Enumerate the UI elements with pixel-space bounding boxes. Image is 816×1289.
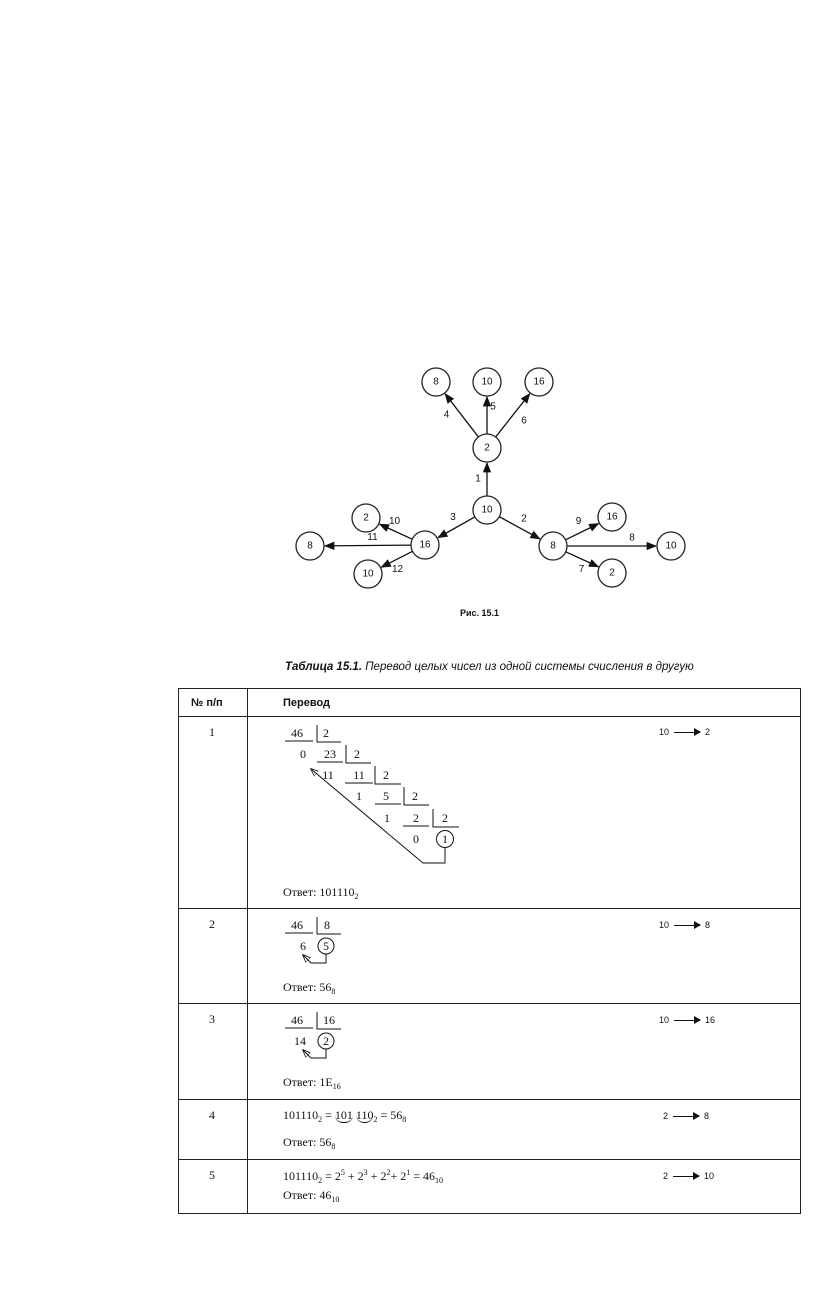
table-row-divider: [179, 908, 800, 909]
header-conversion: Перевод: [283, 697, 331, 709]
division-number: 5: [323, 939, 329, 953]
expr-part: 101110: [283, 1169, 319, 1183]
base-to: 10: [704, 1171, 715, 1181]
figure-caption: Рис. 15.1: [460, 608, 500, 618]
table-column-divider: [247, 689, 248, 1213]
answer-base: 10: [331, 1195, 340, 1204]
division-number: 2: [412, 789, 418, 803]
base-to: 8: [704, 1111, 710, 1121]
header-number: № п/п: [191, 697, 223, 709]
row-answer: [283, 1075, 341, 1091]
division-number: 8: [324, 918, 330, 932]
expr-sub: 10: [435, 1176, 444, 1185]
diagram-node-right-10: [657, 532, 685, 560]
division-number: 2: [413, 811, 419, 825]
division-number: 2: [442, 811, 448, 825]
division-number: 1: [356, 789, 362, 803]
division-number: 1: [384, 811, 390, 825]
diagram-node-label: 16: [606, 511, 618, 523]
division-number: 2: [354, 747, 360, 761]
expr-group: 110: [355, 1108, 374, 1122]
row-number: 4: [209, 1108, 215, 1122]
expr-sup: 5: [340, 1168, 345, 1177]
diagram-edge-label: 8: [629, 532, 635, 544]
diagram-node-top-16: [525, 368, 553, 396]
diagram-node-top-8: [422, 368, 450, 396]
division-number: 16: [323, 1013, 335, 1027]
row-number: 3: [209, 1012, 215, 1026]
positional-expansion: [283, 1168, 443, 1185]
table-caption: [285, 661, 694, 673]
table-row-divider: [179, 1003, 800, 1004]
diagram-edge-label: 6: [521, 415, 527, 427]
diagram-node-mid-2: [473, 434, 501, 462]
division-number: 11: [353, 768, 365, 782]
diagram-node-left-2: [352, 504, 380, 532]
diagram-node-label: 10: [481, 504, 493, 516]
expr-part: 101110: [283, 1108, 319, 1122]
diagram-edge-arrow: [438, 517, 475, 538]
row-number: 5: [209, 1168, 215, 1182]
expr-part: + 2: [390, 1169, 407, 1183]
arrow-right-icon: [674, 1020, 700, 1021]
diagram-node-label: 16: [533, 376, 545, 388]
table-row-divider: [179, 1099, 800, 1100]
diagram-node-label: 8: [433, 376, 439, 388]
diagram-node-center-10: [473, 496, 501, 524]
diagram-node-left-8: [296, 532, 324, 560]
answer-base: 16: [332, 1082, 341, 1091]
expr-part: 56: [390, 1108, 403, 1122]
expr-part: =: [322, 1108, 335, 1122]
answer-label: Ответ:: [283, 1075, 320, 1089]
expr-part: = 46: [410, 1169, 436, 1183]
division-number: 14: [294, 1034, 306, 1048]
diagram-edge-label: 12: [391, 564, 404, 575]
expr-sup: 2: [386, 1168, 391, 1177]
table-row-divider: [179, 1159, 800, 1160]
division-number: 46: [291, 726, 303, 740]
row-answer: [283, 885, 359, 901]
diagram-node-label: 16: [419, 539, 431, 551]
arrow-right-icon: [673, 1116, 699, 1117]
row-answer: [283, 980, 335, 996]
diagram-node-label: 10: [362, 568, 374, 580]
diagram-edge-label: 9: [575, 516, 582, 527]
division-number: 2: [323, 1034, 329, 1048]
diagram-node-label: 2: [363, 512, 369, 524]
base-to: 8: [705, 920, 711, 930]
answer-label: Ответ:: [283, 1188, 320, 1202]
diagram-node-right-16: [598, 503, 626, 531]
diagram-node-label: 10: [665, 540, 677, 552]
diagram-edge-arrow: [445, 394, 478, 437]
diagram-node-label: 2: [609, 567, 615, 579]
row-number: 1: [209, 725, 215, 739]
diagram-node-right-8: [539, 532, 567, 560]
base-from: 2: [663, 1171, 669, 1181]
conversion-tag: [663, 1171, 714, 1181]
base-from: 10: [659, 727, 670, 737]
diagram-edge-arrow: [566, 524, 599, 540]
expr-sup: 3: [363, 1168, 368, 1177]
division-number: 6: [300, 939, 306, 953]
arrow-right-icon: [674, 925, 700, 926]
base-from: 10: [659, 1015, 670, 1025]
answer-value: 101110: [319, 885, 355, 899]
answer-label: Ответ:: [283, 885, 320, 899]
diagram-edge-arrow: [499, 517, 540, 539]
division-number: 0: [413, 832, 419, 846]
diagram-edge-label: 7: [578, 564, 585, 575]
base-to: 2: [705, 727, 711, 737]
diagram-node-label: 8: [550, 540, 556, 552]
division-number: 11: [322, 768, 334, 782]
conversion-table: [178, 688, 801, 1214]
expr-sub: 2: [373, 1115, 378, 1124]
answer-base: 2: [354, 892, 359, 901]
conversion-tag: [663, 1111, 709, 1121]
answer-value: 56: [319, 1135, 332, 1149]
arrow-right-icon: [674, 732, 700, 733]
grouping-expression: [283, 1108, 406, 1124]
diagram-edge-label: 3: [450, 512, 456, 523]
answer-value: 56: [319, 980, 332, 994]
table-caption-number: Таблица 15.1.: [285, 661, 363, 673]
division-number: 23: [324, 747, 336, 761]
division-number: 5: [383, 789, 389, 803]
row-number: 2: [209, 917, 215, 931]
table-caption-text: Перевод целых чисел из одной системы счисления в другую: [362, 661, 694, 673]
diagram-edge-label: 4: [443, 409, 450, 421]
diagram-node-label: 8: [307, 540, 313, 552]
expr-sub: 8: [402, 1115, 407, 1124]
diagram-edge-arrow: [325, 545, 411, 546]
base-to: 16: [705, 1015, 716, 1025]
diagram-node-right-2: [598, 559, 626, 587]
expr-sup: 1: [406, 1168, 411, 1177]
conversion-tag: [659, 920, 710, 930]
arrow-right-icon: [673, 1176, 699, 1177]
answer-value: 46: [319, 1188, 332, 1202]
division-number: 1: [442, 832, 448, 846]
diagram-node-left-16: [411, 531, 439, 559]
answer-base: 8: [331, 1142, 336, 1151]
conversion-tag: [659, 1015, 715, 1025]
division-number: 46: [291, 918, 303, 932]
binary-long-division: [283, 725, 483, 875]
diagram-edge-label: 2: [521, 513, 527, 525]
expr-sub: 2: [318, 1176, 323, 1185]
diagram-node-label: 2: [484, 442, 490, 454]
expr-sub: 2: [318, 1115, 323, 1124]
diagram-node-top-10: [473, 368, 501, 396]
row-answer: [283, 1135, 335, 1151]
division-number: 46: [291, 1013, 303, 1027]
answer-label: Ответ:: [283, 980, 320, 994]
diagram-edge-label: 10: [388, 516, 401, 527]
expr-part: =: [377, 1108, 391, 1122]
conversion-tag: [659, 727, 710, 737]
answer-base: 8: [331, 987, 336, 996]
row-answer: [283, 1188, 339, 1204]
diagram-edge-label: 5: [490, 401, 496, 413]
answer-label: Ответ:: [283, 1135, 320, 1149]
answer-value: 1E: [319, 1075, 333, 1089]
division-number: 0: [300, 747, 306, 761]
expr-part: = 2: [322, 1169, 341, 1183]
base-from: 10: [659, 920, 670, 930]
hex-division: [283, 1012, 363, 1072]
diagram-node-left-10: [354, 560, 382, 588]
expr-part: + 2: [344, 1169, 364, 1183]
diagram-edge-label: 1: [475, 473, 481, 485]
expr-group: 101: [334, 1108, 353, 1122]
octal-division: [283, 917, 363, 977]
table-header-divider: [179, 716, 800, 717]
diagram-edge-label: 11: [367, 532, 378, 543]
division-number: 2: [383, 768, 389, 782]
division-number: 2: [323, 726, 329, 740]
base-from: 2: [663, 1111, 669, 1121]
expr-part: + 2: [367, 1169, 387, 1183]
number-systems-diagram: [0, 0, 816, 640]
diagram-node-label: 10: [481, 376, 493, 388]
